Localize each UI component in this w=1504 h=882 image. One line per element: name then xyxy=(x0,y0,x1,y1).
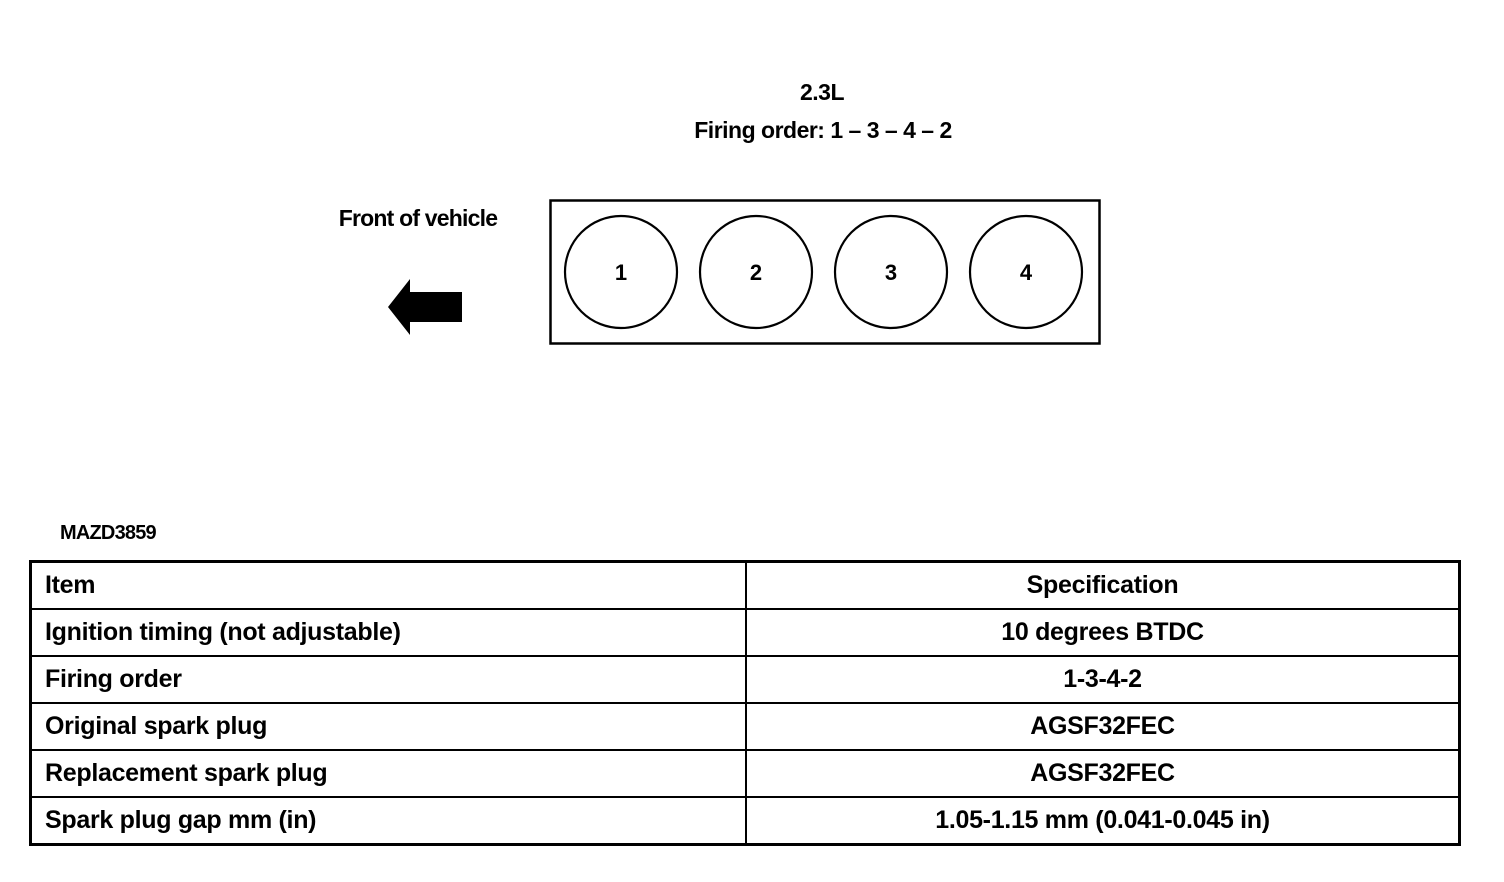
header-item: Item xyxy=(31,562,747,610)
spec-cell: 1-3-4-2 xyxy=(746,656,1460,703)
cylinder-1-label: 1 xyxy=(614,260,628,285)
cylinder-block xyxy=(549,199,1101,345)
item-cell: Replacement spark plug xyxy=(31,750,747,797)
front-of-vehicle-label: Front of vehicle xyxy=(338,205,498,231)
engine-title: 2.3L xyxy=(799,79,845,105)
cylinder-4-label: 4 xyxy=(1019,260,1033,285)
spec-table xyxy=(29,560,1461,846)
item-cell: Firing order xyxy=(31,656,747,703)
spec-cell: 10 degrees BTDC xyxy=(746,609,1460,656)
cylinder-2-label: 2 xyxy=(749,260,763,285)
firing-order-caption: Firing order: 1 – 3 – 4 – 2 xyxy=(694,117,952,143)
table-header-row xyxy=(31,562,1460,610)
spec-cell: AGSF32FEC xyxy=(746,703,1460,750)
figure-code: MAZD3859 xyxy=(60,522,156,544)
cylinder-3-label: 3 xyxy=(884,260,898,285)
item-cell: Original spark plug xyxy=(31,703,747,750)
item-cell: Ignition timing (not adjustable) xyxy=(31,609,747,656)
spec-cell: AGSF32FEC xyxy=(746,750,1460,797)
cylinder-block-outline xyxy=(551,201,1100,344)
spec-cell: 1.05-1.15 mm (0.041-0.045 in) xyxy=(746,797,1460,845)
item-cell: Spark plug gap mm (in) xyxy=(31,797,747,845)
front-arrow-icon xyxy=(386,276,466,338)
table-row xyxy=(31,656,1460,703)
table-row xyxy=(31,609,1460,656)
header-specification: Specification xyxy=(746,562,1460,610)
table-row xyxy=(31,703,1460,750)
table-row xyxy=(31,797,1460,845)
table-row xyxy=(31,750,1460,797)
